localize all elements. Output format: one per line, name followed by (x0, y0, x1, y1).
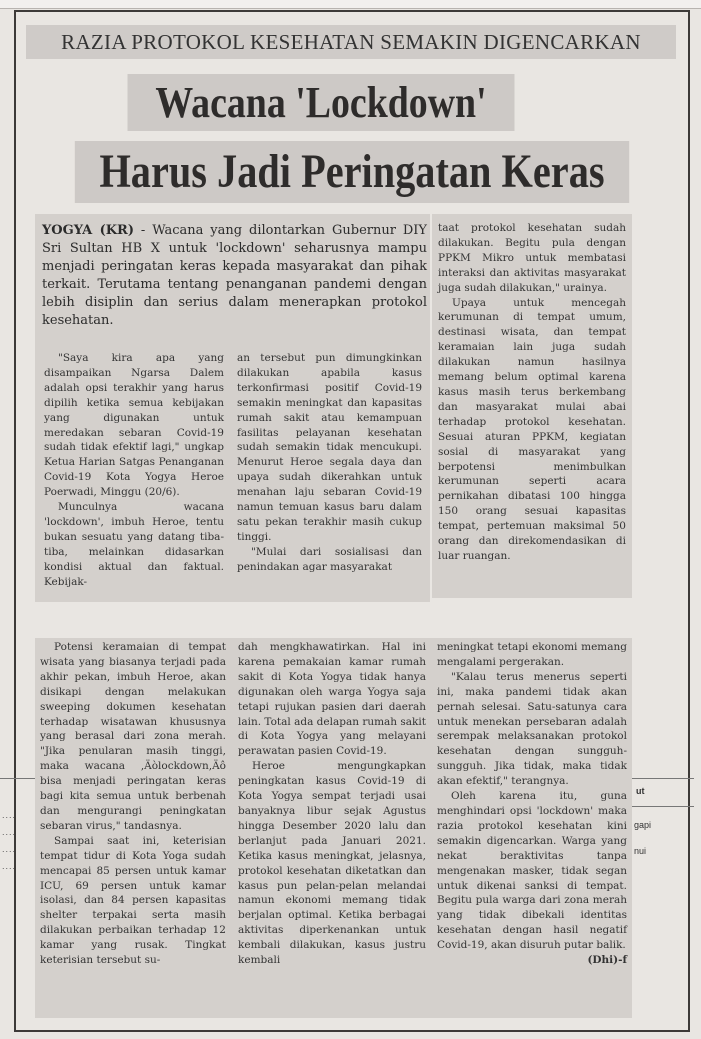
bottom-column-2 (238, 640, 426, 968)
paragraph: Potensi keramaian di tempat wisata yang biasanya terjadi pada akhir pekan, imbuh Heroe, akan disikapi dengan melakukan sweeping dokumen kesehatan terhadap wisatawan khususnya yang berasal dari zona merah. "Jika penularan masih tinggi, maka wacana ‚Äòlockdown,Äô bisa menjadi peringatan keras bagi kita semua untuk berbenah dan mengurangi peningkatan sebaran virus," tandasnya. (40, 641, 226, 832)
bottom-column-3 (437, 640, 627, 968)
paragraph: taat protokol kesehatan sudah dilakukan. Begitu pula dengan PPKM Mikro untuk membatasi interaksi dan aktivitas masyarakat juga sudah dilakukan," urainya. (438, 222, 626, 294)
headline-line-2: Harus Jadi Peringatan Keras (75, 141, 629, 203)
kicker-headline: RAZIA PROTOKOL KESEHATAN SEMAKIN DIGENCARKAN (26, 25, 676, 59)
paragraph: "Saya kira apa yang disampaikan Ngarsa Dalem adalah opsi terakhir yang harus dipilih ketika semua kebijakan yang digunakan untuk meredakan sebaran Covid-19 sudah tidak efektif lagi," ungkap Ketua Harian Satgas Penanganan Covid-19 Kota Yogya Heroe Poerwadi, Minggu (20/6). (44, 352, 224, 499)
left-adjacent-dots: .... (2, 844, 17, 854)
paragraph: meningkat tetapi ekonomi memang mengalami pergerakan. (437, 641, 627, 668)
top-column-3 (438, 221, 626, 564)
top-column-2 (237, 351, 422, 575)
paragraph: an tersebut pun dimungkinkan dilakukan apabila kasus terkonfirmasi positif Covid-19 semakin meningkat dan kapasitas rumah sakit atau kemampuan fasilitas pelayanan kesehatan sudah semakin tidak mencukupi. Menurut Heroe segala daya dan upaya sudah dikerahkan untuk menahan laju sebaran Covid-19 namun temuan kasus baru dalam satu pekan terakhir masih cukup tinggi. (237, 352, 422, 543)
paragraph: dah mengkhawatirkan. Hal ini karena pemakaian kamar rumah sakit di Kota Yogya tidak hanya digunakan oleh warga Yogya saja tetapi rujukan pasien dari daerah lain. Total ada delapan rumah sakit di Kota Yogya yang melayani perawatan pasien Covid-19. (238, 641, 427, 758)
dateline: YOGYA (KR) (42, 223, 134, 238)
paragraph: "Kalau terus menerus seperti ini, maka pandemi tidak akan pernah selesai. Satu-satunya cara untuk menekan persebaran adalah serempak melaksanakan protokol kesehatan dengan sungguh-sungguh. Jika tidak, maka tidak akan efektif," terangnya. (437, 670, 627, 788)
adjacent-line-2: nui (634, 846, 647, 856)
left-adjacent-dots: .... (2, 810, 17, 820)
left-adjacent-dots: .... (2, 861, 17, 871)
paragraph: Oleh karena itu, guna menghindari opsi 'lockdown' maka razia protokol kesehatan kini semakin digencarkan. Warga yang nekat beraktivitas tanpa mengenakan masker, tidak segan untuk dikenai sanksi di tempat. Begitu pula warga dari zona merah yang tidak dibekali identitas kesehatan dengan hasil negatif Covid-19, akan disuruh putar balik. (437, 790, 627, 952)
headline-line-1: Wacana 'Lockdown' (128, 74, 515, 131)
paragraph: Munculnya wacana 'lockdown', imbuh Heroe, tentu bukan sesuatu yang datang tiba-tiba, melainkan didasarkan kondisi aktual dan faktual. Kebijak- (44, 501, 224, 588)
paragraph: "Mulai dari sosialisasi dan penindakan agar masyarakat (237, 545, 422, 573)
lede-paragraph (42, 222, 427, 330)
paragraph: Heroe mengungkapkan peningkatan kasus Covid-19 di Kota Yogya sempat terjadi usai banyaknya libur sejak Agustus hingga Desember 2020 lalu dan berlanjut pada Januari 2021. Ketika kasus meningkat, jelasnya, protokol kesehatan diketatkan dan kasus pun pelan-pelan melandai namun ekonomi memang tidak berjalan optimal. Ketika berbagai aktivitas diperkenankan untuk kembali dilakukan, kasus justru kembali (238, 760, 426, 967)
lede-text: - Wacana yang dilontarkan Gubernur DIY Sri Sultan HB X untuk 'lockdown' seharusnya mampu menjadi peringatan keras kepada masyarakat dan pihak terkait. Terutama tentang penanganan pandemi dengan lebih disiplin dan serius dalam menerapkan protokol kesehatan. (42, 223, 428, 328)
adjacent-rule-top (632, 778, 694, 779)
top-column-1 (44, 351, 224, 590)
signoff: (Dhi)-f (587, 954, 627, 967)
page-top-strip (0, 0, 701, 9)
bottom-column-1 (40, 640, 226, 968)
adjacent-header: ut (636, 786, 645, 796)
adjacent-rule-bottom (632, 806, 694, 807)
paragraph: Upaya untuk mencegah kerumunan di tempat umum, destinasi wisata, dan tempat keramaian lain juga sudah dilakukan namun hasilnya memang belum optimal karena kasus masih terus berkembang dan masyarakat mulai abai terhadap protokol kesehatan. Sesuai aturan PPKM, kegiatan sosial di masyarakat yang berpotensi menimbulkan kerumunan seperti acara pernikahan dibatasi 100 hingga 150 orang sesuai kapasitas tempat, pertemuan maksimal 50 orang dan direkomendasikan di luar ruangan. (438, 296, 626, 562)
paragraph: Sampai saat ini, keterisian tempat tidur di Kota Yoga sudah mencapai 85 persen untuk kamar ICU, 69 persen untuk kamar isolasi, dan 84 persen kapasitas shelter terpakai serta masih dilakukan perbaikan terhadap 12 kamar yang rusak. Tingkat keterisian tersebut su- (40, 834, 226, 967)
left-adjacent-rule (0, 778, 35, 779)
adjacent-line-1: gapi (634, 820, 652, 830)
left-adjacent-dots: .... (2, 827, 17, 837)
